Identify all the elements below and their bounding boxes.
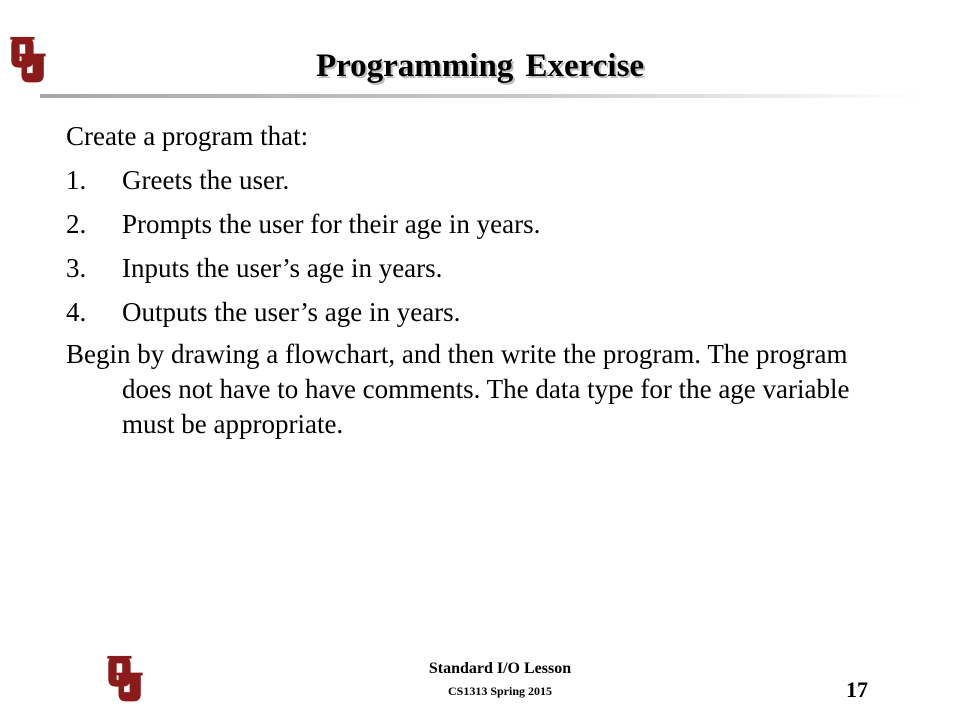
slide-title: Programming Exercise xyxy=(315,48,645,84)
slide-body xyxy=(66,114,886,442)
step-text: Prompts the user for their age in years. xyxy=(122,209,541,239)
step-number: 1. xyxy=(66,165,87,195)
page-number: 17 xyxy=(846,677,868,702)
intro-text: Create a program that: xyxy=(66,121,309,151)
steps-list xyxy=(66,158,886,334)
footer-lesson-title: Standard I/O Lesson xyxy=(428,660,572,677)
list-item xyxy=(66,290,886,334)
step-number: 3. xyxy=(66,253,87,283)
step-text: Outputs the user’s age in years. xyxy=(122,297,461,327)
ou-logo-icon xyxy=(106,655,144,712)
list-item xyxy=(66,246,886,290)
list-item xyxy=(66,158,886,202)
step-number: 4. xyxy=(66,297,87,327)
step-text: Inputs the user’s age in years. xyxy=(122,253,443,283)
footer-course: CS1313 Spring 2015 xyxy=(447,684,553,698)
step-number: 2. xyxy=(66,209,87,239)
list-item xyxy=(66,202,886,246)
header-rule xyxy=(40,94,920,98)
step-text: Greets the user. xyxy=(122,165,290,195)
closing-paragraph: Begin by drawing a flowchart, and then write the program. The program does not have to have comments. The data type for the age variable must be appropriate. xyxy=(66,339,850,439)
